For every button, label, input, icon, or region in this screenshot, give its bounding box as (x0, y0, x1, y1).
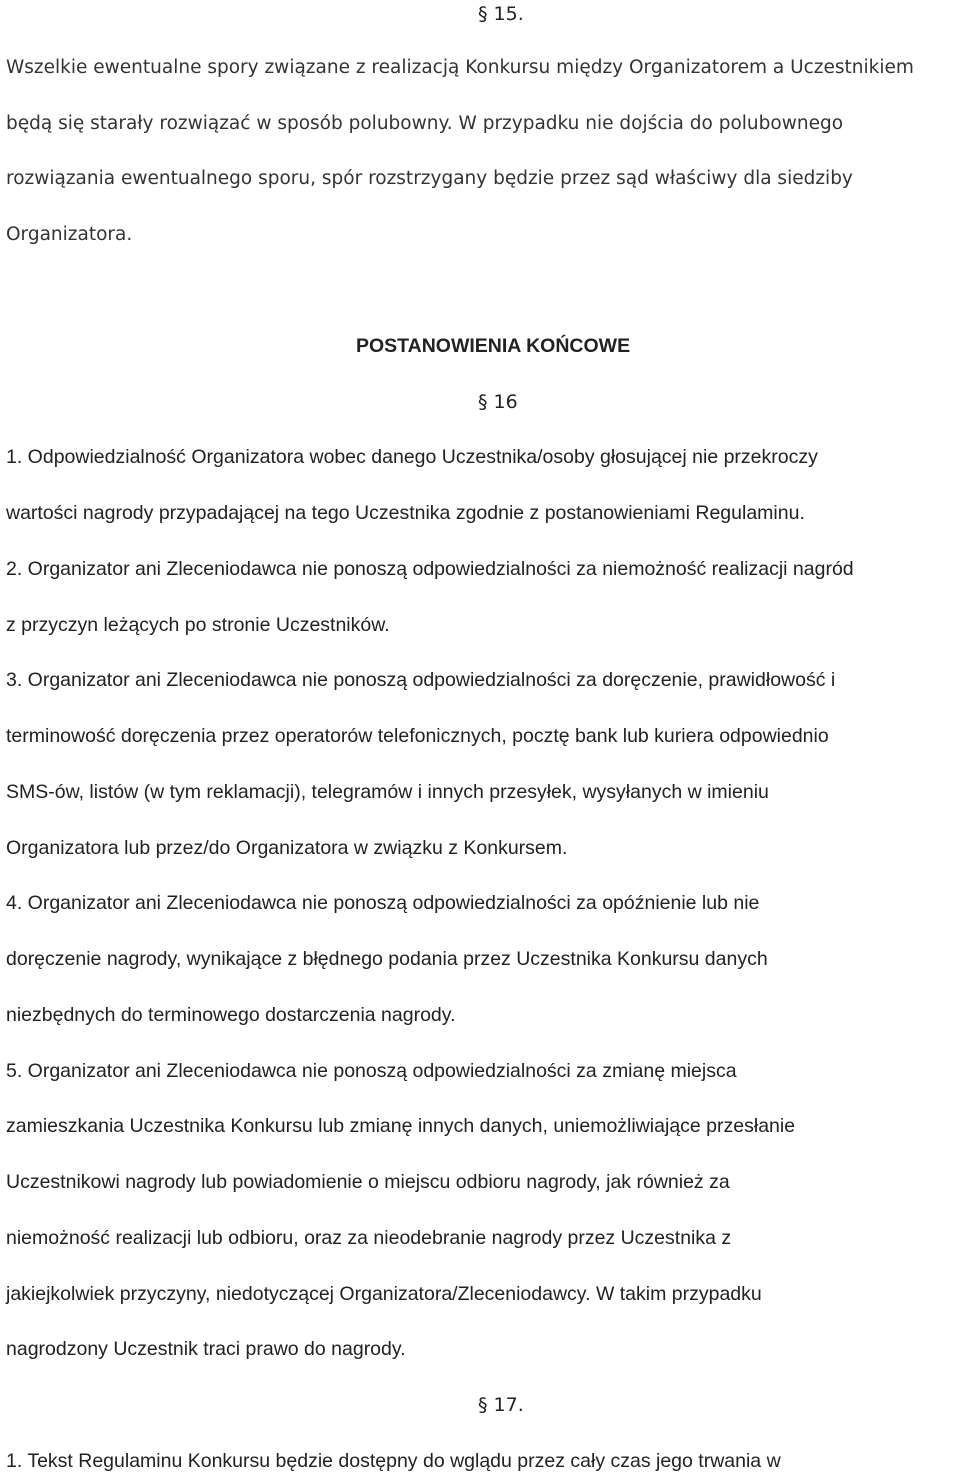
section-marker: § (478, 3, 488, 25)
paragraph-line: terminowość doręczenia przez operatorów telefonicznych, pocztę bank lub kuriera odpowiednio (6, 725, 829, 747)
section-marker: § (478, 1394, 488, 1416)
final-provisions-heading: POSTANOWIENIA KOŃCOWE (356, 335, 631, 357)
section-heading-15 (478, 2, 524, 26)
section-heading-17 (478, 1393, 524, 1417)
paragraph-line: nagrodzony Uczestnik traci prawo do nagrody. (6, 1338, 406, 1360)
paragraph-line: doręczenie nagrody, wynikające z błędnego podania przez Uczestnika Konkursu danych (6, 948, 768, 970)
paragraph-line: Wszelkie ewentualne spory związane z realizacją Konkursu między Organizatorem a Uczestnikiem (6, 57, 914, 78)
paragraph-line: 3. Organizator ani Zleceniodawca nie ponoszą odpowiedzialności za doręczenie, prawidłowość i (6, 669, 836, 691)
paragraph-line: wartości nagrody przypadającej na tego Uczestnika zgodnie z postanowieniami Regulaminu. (6, 502, 805, 524)
paragraph-line: Organizatora. (6, 224, 133, 245)
paragraph-line: jakiejkolwiek przyczyny, niedotyczącej Organizatora/Zleceniodawcy. W takim przypadku (6, 1283, 762, 1305)
paragraph-line: 4. Organizator ani Zleceniodawca nie ponoszą odpowiedzialności za opóźnienie lub nie (6, 892, 760, 914)
paragraph-line: 5. Organizator ani Zleceniodawca nie ponoszą odpowiedzialności za zmianę miejsca (6, 1060, 737, 1082)
paragraph-line: Uczestnikowi nagrody lub powiadomienie o miejscu odbioru nagrody, jak również za (6, 1171, 730, 1193)
paragraph-line: Organizatora lub przez/do Organizatora w związku z Konkursem. (6, 837, 568, 859)
paragraph-line: SMS-ów, listów (w tym reklamacji), telegramów i innych przesyłek, wysyłanych w imieniu (6, 781, 769, 803)
section-number: 16 (493, 391, 518, 413)
paragraph-line: z przyczyn leżących po stronie Uczestników. (6, 614, 390, 636)
section-heading-16 (478, 390, 518, 414)
paragraph-line: 2. Organizator ani Zleceniodawca nie ponoszą odpowiedzialności za niemożność realizacji nagród (6, 558, 854, 580)
paragraph-line: niezbędnych do terminowego dostarczenia nagrody. (6, 1004, 456, 1026)
paragraph-line: niemożność realizacji lub odbioru, oraz za nieodebranie nagrody przez Uczestnika z (6, 1227, 732, 1249)
paragraph-line: będą się starały rozwiązać w sposób polubowny. W przypadku nie dojścia do polubownego (6, 113, 844, 134)
section-number: 17. (493, 1394, 524, 1416)
paragraph-line: rozwiązania ewentualnego sporu, spór rozstrzygany będzie przez sąd właściwy dla siedziby (6, 168, 853, 189)
paragraph-line: 1. Odpowiedzialność Organizatora wobec danego Uczestnika/osoby głosującej nie przekroczy (6, 446, 818, 468)
paragraph-line: 1. Tekst Regulaminu Konkursu będzie dostępny do wglądu przez cały czas jego trwania w (6, 1450, 781, 1472)
section-marker: § (478, 391, 488, 413)
section-number: 15. (493, 3, 524, 25)
paragraph-line: zamieszkania Uczestnika Konkursu lub zmianę innych danych, uniemożliwiające przesłanie (6, 1115, 796, 1137)
